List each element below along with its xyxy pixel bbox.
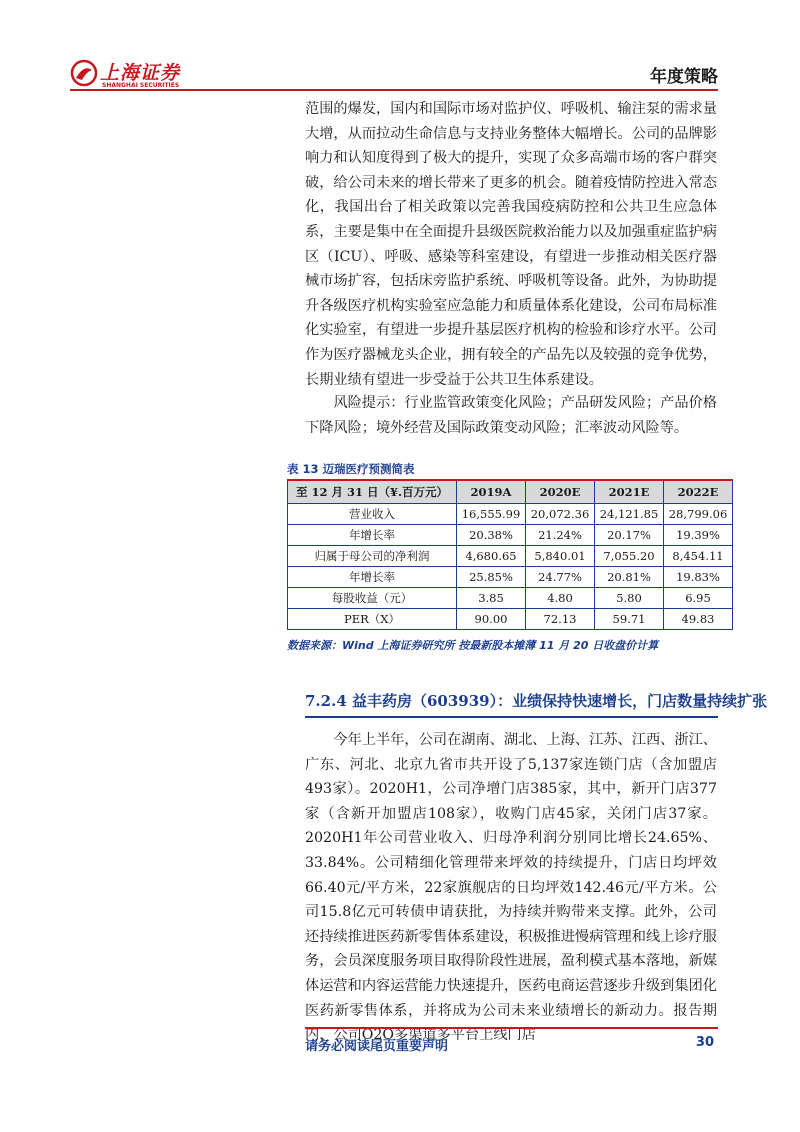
table-cell: 72.13 — [526, 609, 595, 630]
logo-emblem-icon — [70, 58, 104, 92]
table-cell: 20.17% — [595, 525, 664, 546]
table-row — [288, 525, 733, 546]
table-cell: 19.83% — [664, 567, 733, 588]
logo-name-en: SHANGHAI SECURITIES — [102, 82, 180, 89]
document-type: 年度策略 — [650, 67, 718, 87]
table-cell: 20,072.36 — [526, 504, 595, 525]
header-divider — [70, 89, 718, 91]
header-cell-2022e: 2022E — [664, 480, 733, 504]
row-label: 归属于母公司的净利润 — [288, 546, 457, 567]
row-label: 每股收益（元） — [288, 588, 457, 609]
footer-divider — [305, 1027, 718, 1029]
table-cell: 28,799.06 — [664, 504, 733, 525]
section-heading: 7.2.4 益丰药房（603939）：业绩保持快速增长，门店数量持续扩张 — [305, 692, 768, 710]
header-cell-2021e: 2021E — [595, 480, 664, 504]
table-cell: 19.39% — [664, 525, 733, 546]
table-source-note: 数据来源：Wind 上海证券研究所 按最新股本摊薄 11 月 20 日收盘价计算 — [287, 639, 659, 652]
table-cell: 7,055.20 — [595, 546, 664, 567]
header-cell-2020e: 2020E — [526, 480, 595, 504]
table-cell: 24.77% — [526, 567, 595, 588]
table-cell: 20.81% — [595, 567, 664, 588]
forecast-table — [287, 479, 733, 630]
table-cell: 5.80 — [595, 588, 664, 609]
body-paragraph-3: 今年上半年，公司在湖南、湖北、上海、江苏、江西、浙江、广东、河北、北京九省市共开设了5,137家连锁门店（含加盟店493家）。2020H1，公司净增门店385家，其中，新开门店377家（含新开加盟店108家），收购门店45家，关闭门店37家。2020H1年公司营业收入、归母净利润分别同比增长24.65%、33.84%。公司精细化管理带来坪效的持续提升，门店日均坪效66.40元/平方米，22家旗舰店的日均坪效142.46元/平方米。公司15.8亿元可转债申请获批，为持续并购带来支撑。此外，公司还持续推进医药新零售体系建设，积极推进慢病管理和线上诊疗服务，会员深度服务项目取得阶段性进展，盈利模式基本落地，新媒体运营和内容运营能力快速提升，医药电商运营逐步升级到集团化医药新零售体系，并将成为公司未来业绩增长的新动力。报告期内，公司O2O多渠道多平台上线门店 — [305, 732, 717, 1044]
table-row — [288, 588, 733, 609]
section-underline — [305, 716, 718, 718]
table-cell: 21.24% — [526, 525, 595, 546]
logo-name-cn: 上海证券 — [100, 62, 181, 84]
table-cell: 24,121.85 — [595, 504, 664, 525]
footer-disclaimer: 请务必阅读尾页重要声明 — [305, 1039, 449, 1054]
table-cell: 59.71 — [595, 609, 664, 630]
forecast-table-container — [287, 479, 733, 630]
table-cell: 16,555.99 — [457, 504, 526, 525]
risk-warning-paragraph: 风险提示：行业监管政策变化风险；产品研发风险；产品价格下降风险；境外经营及国际政策变动风险；汇率波动风险等。 — [305, 395, 717, 436]
table-cell: 3.85 — [457, 588, 526, 609]
row-label: 营业收入 — [288, 504, 457, 525]
row-label: 年增长率 — [288, 525, 457, 546]
table-cell: 90.00 — [457, 609, 526, 630]
table-header-row — [288, 480, 733, 504]
table-title: 表 13 迈瑞医疗预测简表 — [287, 462, 415, 476]
table-cell: 6.95 — [664, 588, 733, 609]
table-row — [288, 567, 733, 588]
header-cell-period: 至 12 月 31 日（¥.百万元） — [288, 480, 457, 504]
row-label: 年增长率 — [288, 567, 457, 588]
table-cell: 49.83 — [664, 609, 733, 630]
table-cell: 20.38% — [457, 525, 526, 546]
table-row — [288, 504, 733, 525]
table-cell: 25.85% — [457, 567, 526, 588]
header-cell-2019a: 2019A — [457, 480, 526, 504]
table-row — [288, 546, 733, 567]
table-cell: 4.80 — [526, 588, 595, 609]
page-number: 30 — [695, 1035, 714, 1050]
table-row — [288, 609, 733, 630]
row-label: PER（X） — [288, 609, 457, 630]
table-cell: 4,680.65 — [457, 546, 526, 567]
table-cell: 8,454.11 — [664, 546, 733, 567]
table-cell: 5,840.01 — [526, 546, 595, 567]
body-paragraph-1: 范围的爆发，国内和国际市场对监护仪、呼吸机、输注泵的需求量大增，从而拉动生命信息与支持业务整体大幅增长。公司的品牌影响力和认知度得到了极大的提升，实现了众多高端市场的客户群突破，给公司未来的增长带来了更多的机会。随着疫情防控进入常态化，我国出台了相关政策以完善我国疫病防控和公共卫生应急体系，主要是集中在全面提升县级医院救治能力以及加强重症监护病区（ICU）、呼吸、感染等科室建设，有望进一步推动相关医疗器械市场扩容，包括床旁监护系统、呼吸机等设备。此外，为协助提升各级医疗机构实验室应急能力和质量体系化建设，公司布局标准化实验室，有望进一步提升基层医疗机构的检验和诊疗水平。公司作为医疗器械龙头企业，拥有较全的产品先以及较强的竞争优势，长期业绩有望进一步受益于公共卫生体系建设。 — [305, 101, 717, 388]
